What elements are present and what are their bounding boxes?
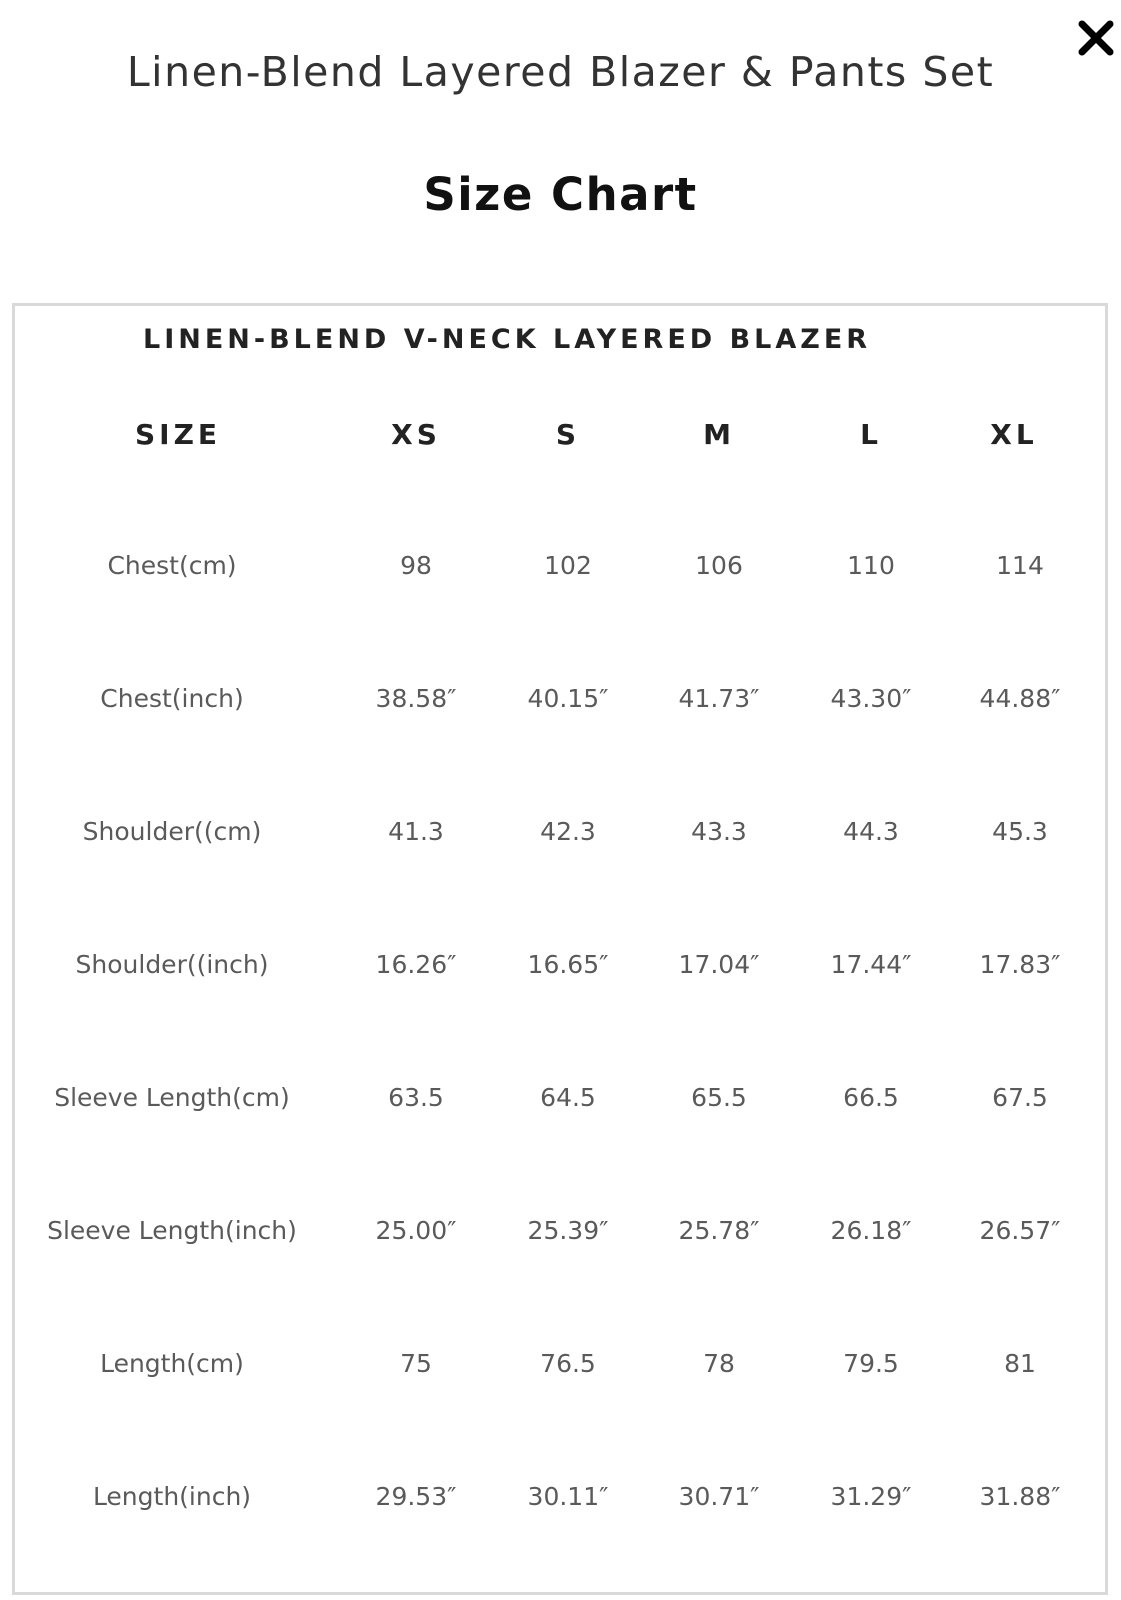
table-cell: 42.3: [540, 817, 596, 846]
table-cell: 31.88″: [979, 1482, 1061, 1511]
table-cell: 40.15″: [527, 684, 609, 713]
table-cell: 106: [695, 551, 743, 580]
table-cell: 43.3: [691, 817, 747, 846]
row-label: Length(inch): [92, 1482, 252, 1511]
table-cell: 110: [847, 551, 895, 580]
size-chart-heading: Size Chart: [423, 168, 698, 221]
table-cell: 38.58″: [375, 684, 457, 713]
table-cell: 44.88″: [979, 684, 1061, 713]
table-cell: 98: [400, 551, 432, 580]
table-cell: 81: [1004, 1349, 1036, 1378]
table-cell: 17.04″: [678, 950, 760, 979]
table-cell: 102: [544, 551, 592, 580]
table-cell: 25.00″: [375, 1216, 457, 1245]
header-size: SIZE: [134, 418, 222, 451]
header-s: S: [555, 418, 581, 451]
table-cell: 41.3: [388, 817, 444, 846]
table-cell: 79.5: [843, 1349, 899, 1378]
table-cell: 75: [400, 1349, 432, 1378]
table-cell: 76.5: [540, 1349, 596, 1378]
row-label: Shoulder((inch): [75, 950, 269, 979]
table-cell: 67.5: [992, 1083, 1048, 1112]
table-cell: 43.30″: [830, 684, 912, 713]
table-cell: 64.5: [540, 1083, 596, 1112]
header-xl: XL: [990, 418, 1038, 451]
table-cell: 78: [703, 1349, 735, 1378]
table-cell: 29.53″: [375, 1482, 457, 1511]
product-title: Linen-Blend Layered Blazer & Pants Set: [126, 48, 995, 96]
table-cell: 25.39″: [527, 1216, 609, 1245]
table-cell: 114: [996, 551, 1044, 580]
table-cell: 63.5: [388, 1083, 444, 1112]
header-l: L: [860, 418, 882, 451]
row-label: Length(cm): [100, 1349, 244, 1378]
row-label: Chest(inch): [100, 684, 244, 713]
table-cell: 26.18″: [830, 1216, 912, 1245]
table-cell: 31.29″: [830, 1482, 912, 1511]
row-label: Shoulder((cm): [82, 817, 262, 846]
table-cell: 45.3: [992, 817, 1048, 846]
table-cell: 17.44″: [830, 950, 912, 979]
table-cell: 17.83″: [979, 950, 1061, 979]
size-chart-table: [12, 303, 1108, 1595]
table-cell: 41.73″: [678, 684, 760, 713]
table-cell: 44.3: [843, 817, 899, 846]
row-label: Chest(cm): [107, 551, 237, 580]
table-cell: 16.65″: [527, 950, 609, 979]
table-cell: 65.5: [691, 1083, 747, 1112]
table-cell: 26.57″: [979, 1216, 1061, 1245]
row-label: Sleeve Length(cm): [54, 1083, 290, 1112]
table-cell: 30.71″: [678, 1482, 760, 1511]
row-label: Sleeve Length(inch): [47, 1216, 297, 1245]
table-cell: 16.26″: [375, 950, 457, 979]
header-m: M: [703, 418, 735, 451]
section-title: LINEN-BLEND V-NECK LAYERED BLAZER: [143, 324, 872, 355]
header-xs: XS: [391, 418, 441, 451]
table-cell: 66.5: [843, 1083, 899, 1112]
table-cell: 30.11″: [527, 1482, 609, 1511]
table-cell: 25.78″: [678, 1216, 760, 1245]
